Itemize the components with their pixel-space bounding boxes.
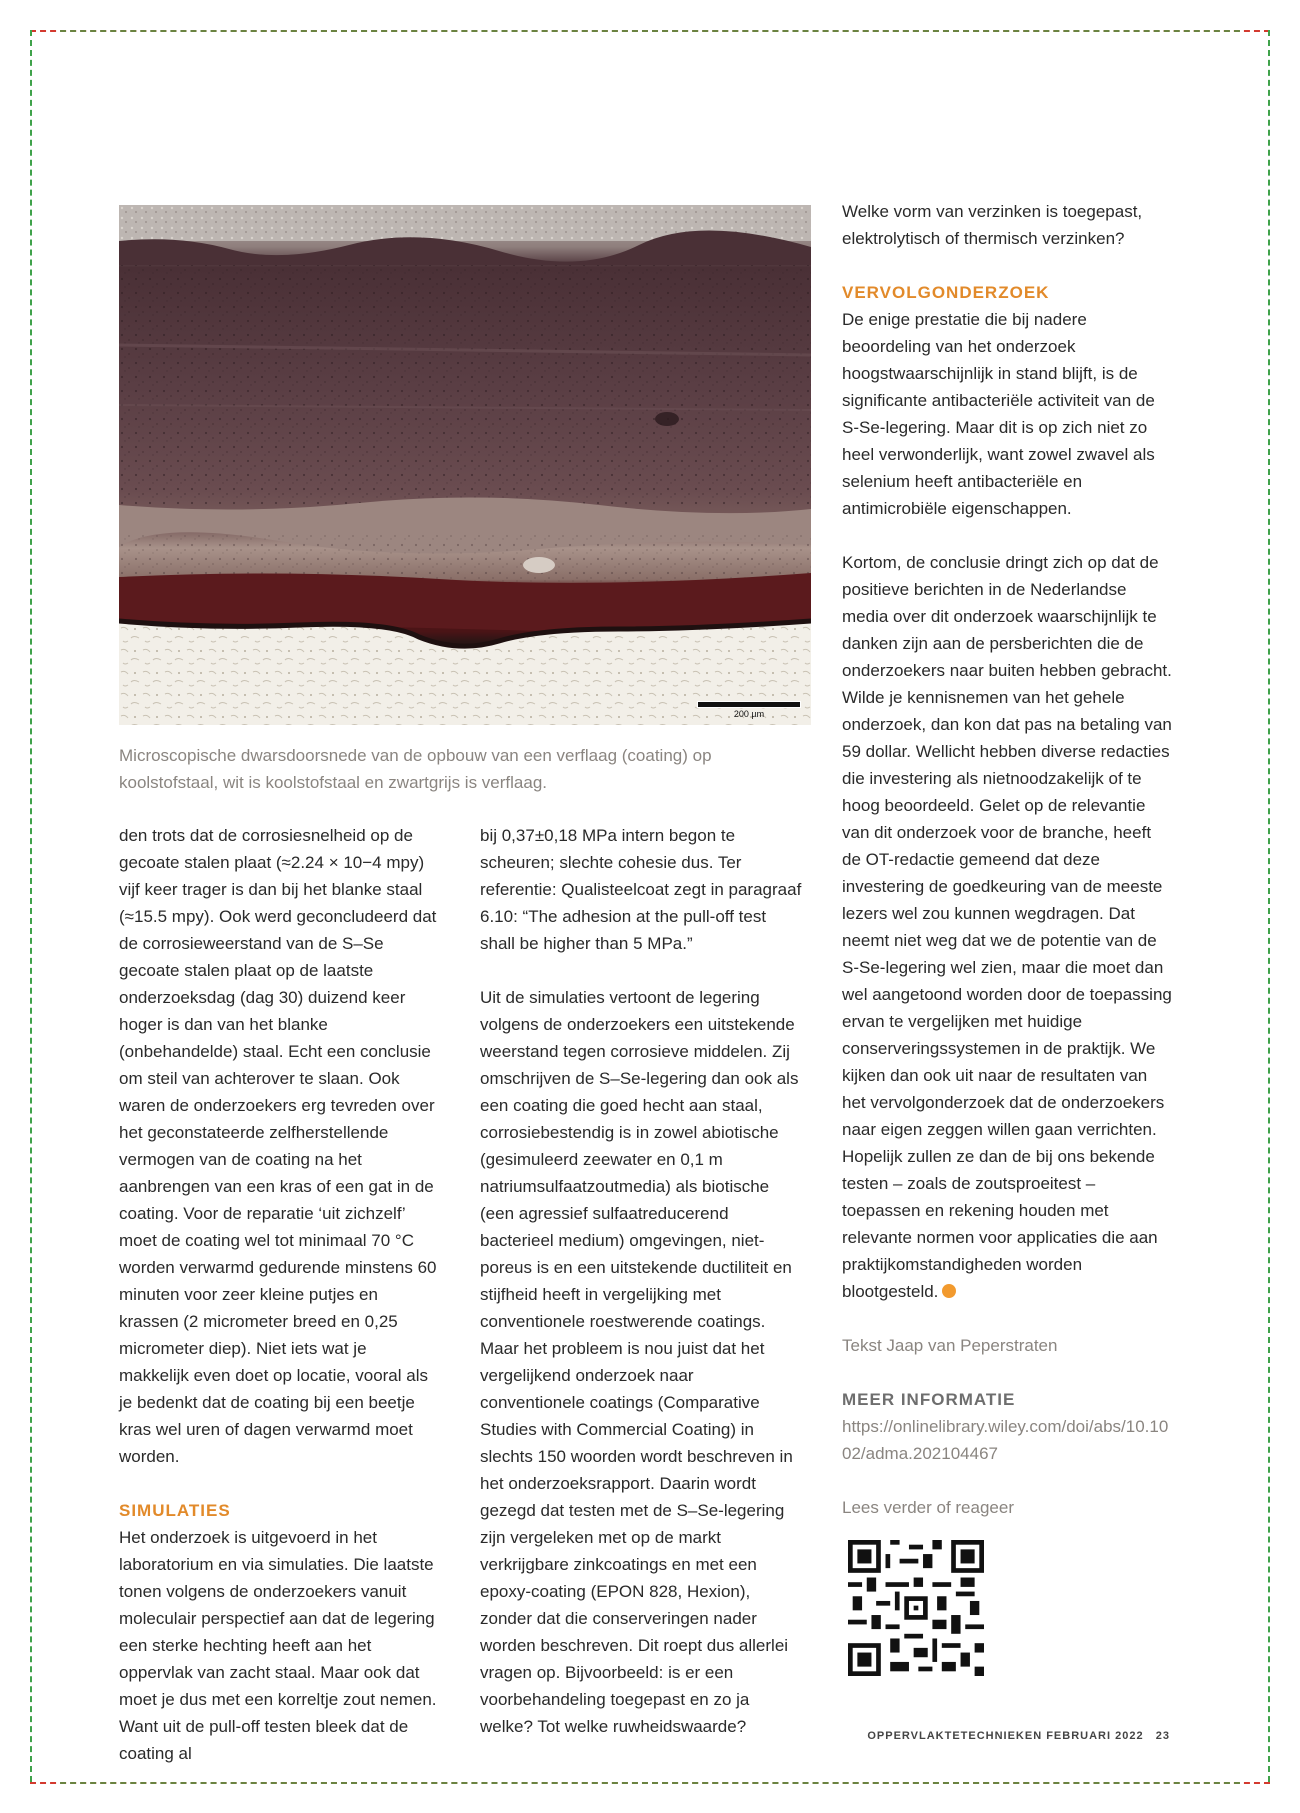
- info-link[interactable]: https://onlinelibrary.wiley.com/doi/abs/10.1002/adma.202104467: [842, 1417, 1169, 1463]
- qr-code-icon[interactable]: [848, 1540, 984, 1676]
- crop-border-top-green: [60, 30, 1240, 32]
- crop-border-bottom-green: [60, 1782, 1240, 1784]
- column-3: [842, 198, 1172, 1521]
- col3-paragraph-2-text: Kortom, de conclusie dringt zich op dat de positieve berichten in de Nederlandse media over dit onderzoek waarschijnlijk te danken zijn aan de persberichten die de onderzoekers naar buiten hebben gebracht. Wilde je kennisnemen van het gehele onderzoek, dan kon dat pas na betaling van 59 dollar. Wellicht hebben diverse redacties die investering als nietnoodzakelijk of te hoog beoordeeld. Gelet op de relevantie van dit onderzoek voor de branche, heeft de OT-redactie gemeend dat deze investering de goedkeuring van de meeste lezers wel zou kunnen wegdragen. Dat neemt niet weg dat we de potentie van de S-Se-legering wel zien, maar die moet dan wel aangetoond worden door de toepassing ervan te vergelijken met huidige conserveringssystemen in de praktijk. We kijken dan ook uit naar de resultaten van het vervolgonderzoek dat de onderzoekers naar eigen zeggen willen gaan verrichten. Hopelijk zullen ze dan de bij ons bekende testen – zoals de zoutsproeitest – toepassen en rekening houden met relevante normen voor applicaties die aan praktijkomstandigheden worden blootgesteld.: [842, 553, 1172, 1301]
- coating-cross-section-image: [119, 205, 811, 725]
- column-2: [480, 822, 802, 1740]
- column-1: [119, 822, 437, 1767]
- col1-paragraph-2: Het onderzoek is uitgevoerd in het laboratorium en via simulaties. Die laatste tonen volgens de onderzoekers vanuit moleculair perspectief aan dat de legering een sterke hechting heeft aan het oppervlak van zacht staal. Maar ook dat moet je dus met een korreltje zout nemen. Want uit de pull-off testen bleek dat de coating al: [119, 1528, 437, 1763]
- col3-paragraph-0: Welke vorm van verzinken is toegepast, elektrolytisch of thermisch verzinken?: [842, 202, 1143, 248]
- footer-page-number: 23: [1155, 1730, 1170, 1742]
- crop-border-top: [30, 30, 1270, 32]
- col3-paragraph-1: De enige prestatie die bij nadere beoordeling van het onderzoek hoogstwaarschijnlijk in stand blijft, is de significante antibacteriële activiteit van de S-Se-legering. Maar dit is op zich niet zo heel verwonderlijk, want zowel zwavel als selenium heeft antibacteriële en antimicrobiële eigenschappen.: [842, 310, 1155, 518]
- col2-paragraph-1: bij 0,37±0,18 MPa intern begon te scheuren; slechte cohesie dus. Ter referentie: Qualisteelcoat zegt in paragraaf 6.10: “The adhesion at the pull-off test shall be higher than 5 MPa.”: [480, 826, 802, 953]
- microscope-photo: [119, 205, 811, 725]
- col3-paragraph-2: [842, 549, 1172, 1305]
- heading-meer-informatie: MEER INFORMATIE: [842, 1390, 1016, 1409]
- col1-paragraph-1: den trots dat de corrosiesnelheid op de gecoate stalen plaat (≈2.24 × 10−4 mpy) vijf keer trager is dan bij het blanke staal (≈15.5 mpy). Ook werd geconcludeerd dat de corrosieweerstand van de S–Se gecoate stalen plaat op de laatste onderzoeksdag (dag 30) duizend keer hoger is dan van het blanke (onbehandelde) staal. Echt een conclusie om steil van achterover te slaan. Ook waren de onderzoekers erg tevreden over het geconstateerde zelfherstellende vermogen van de coating na het aanbrengen van een kras of een gat in de coating. Voor de reparatie ‘uit zichzelf’ moet de coating wel tot minimaal 70 °C worden verwarmd gedurende minstens 60 minuten voor zeer kleine putjes en krassen (2 micrometer breed en 0,25 micrometer diep). Niet iets wat je makkelijk even doet op locatie, vooral als je bedenkt dat de coating bij een beetje kras wel uren of dagen verwarmd moet worden.: [119, 826, 437, 1466]
- crop-border-bottom: [30, 1782, 1270, 1784]
- read-more-label: Lees verder of reageer: [842, 1498, 1014, 1517]
- scale-bar-line: [697, 701, 801, 708]
- footer-magazine: OPPERVLAKTETECHNIEKEN FEBRUARI 2022: [867, 1730, 1144, 1742]
- scale-bar: [697, 701, 801, 719]
- heading-vervolgonderzoek: VERVOLGONDERZOEK: [842, 283, 1050, 302]
- author-credit: Tekst Jaap van Peperstraten: [842, 1336, 1058, 1355]
- page-footer: [867, 1730, 1170, 1742]
- col2-paragraph-2: Uit de simulaties vertoont de legering volgens de onderzoekers een uitstekende weerstand tegen corrosieve middelen. Zij omschrijven de S–Se-legering dan ook als een coating die goed hecht aan staal, corrosiebestendig is in zowel abiotische (gesimuleerd zeewater en 0,1 m natriumsulfaatzoutmedia) als biotische (een agressief sulfaatreducerend bacterieel medium) omgevingen, niet-poreus is en een uitstekende ductiliteit en stijfheid heeft in vergelijking met conventionele roestwerende coatings. Maar het probleem is nou juist dat het vergelijkend onderzoek naar conventionele coatings (Comparative Studies with Commercial Coating) in slechts 150 woorden wordt beschreven in het onderzoeksrapport. Daarin wordt gezegd dat testen met de S–Se-legering zijn vergeleken met op de markt verkrijgbare zinkcoatings en met een epoxy-coating (EPON 828, Hexion), zonder dat die conserveringen nader worden beschreven. Dit roept dus allerlei vragen op. Bijvoorbeeld: is er een voorbehandeling toegepast en zo ja welke? Tot welke ruwheidswaarde?: [480, 988, 799, 1736]
- end-dot-icon: [942, 1284, 956, 1298]
- crop-border-left: [30, 30, 32, 1782]
- crop-border-right: [1268, 30, 1270, 1782]
- heading-simulaties: SIMULATIES: [119, 1501, 231, 1520]
- photo-caption: Microscopische dwarsdoorsnede van de opbouw van een verflaag (coating) op koolstofstaal, wit is koolstofstaal en zwartgrijs is verflaag.: [119, 746, 712, 792]
- scale-bar-label: 200 µm: [733, 709, 765, 719]
